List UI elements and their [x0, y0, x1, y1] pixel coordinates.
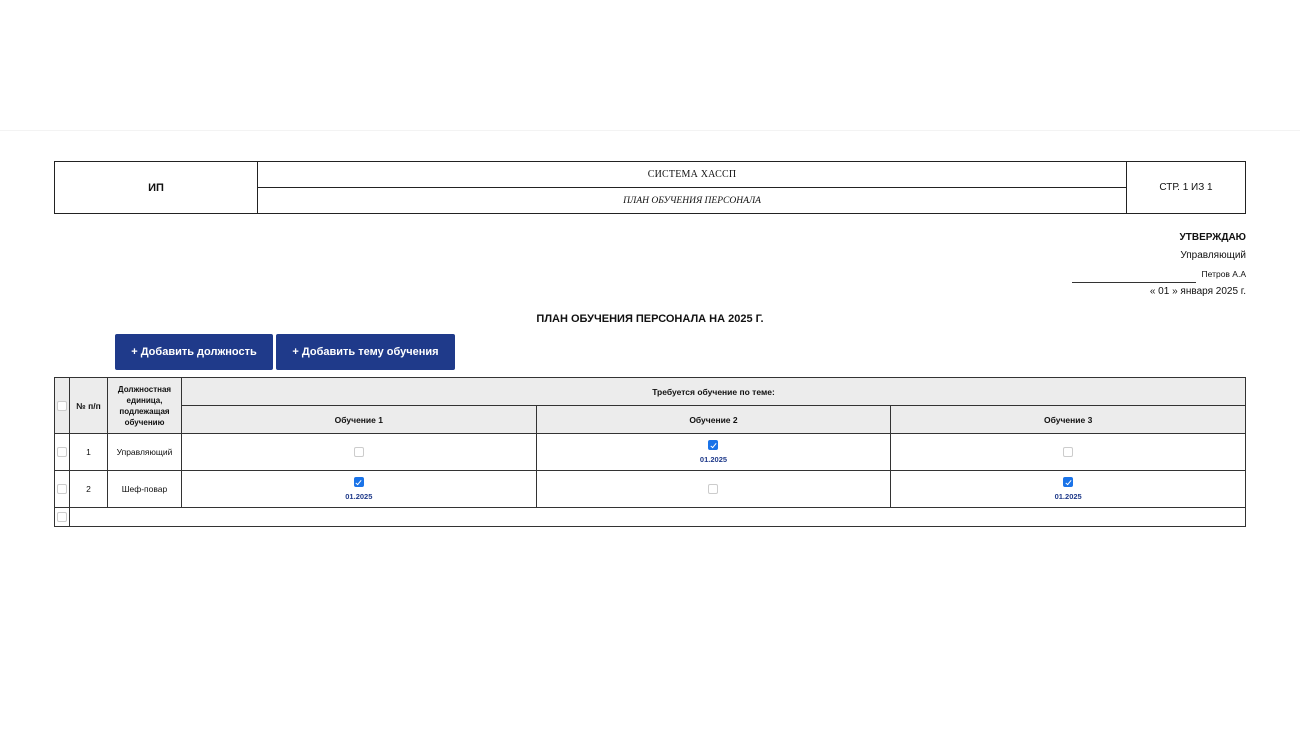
- training-cell: [891, 471, 1246, 508]
- column-header-topics-group: Требуется обучение по теме:: [182, 378, 1246, 406]
- row-select-checkbox[interactable]: [57, 512, 67, 522]
- row-number: 1: [70, 434, 108, 471]
- document-header: [54, 161, 1246, 214]
- training-plan-table: [54, 377, 1246, 527]
- plan-title: ПЛАН ОБУЧЕНИЯ ПЕРСОНАЛА НА 2025 Г.: [536, 313, 764, 325]
- add-position-button[interactable]: + Добавить должность: [115, 334, 273, 370]
- column-header-number: № п/п: [70, 378, 108, 434]
- training-checkbox[interactable]: [1063, 477, 1073, 487]
- training-date: 01.2025: [1054, 492, 1082, 501]
- select-all-checkbox[interactable]: [57, 401, 67, 411]
- table-row-empty: [55, 508, 1246, 527]
- training-cell: [182, 434, 537, 471]
- table-row: [55, 471, 1246, 508]
- select-all-cell: [55, 378, 70, 434]
- column-header-topic-1: Обучение 1: [182, 406, 537, 434]
- top-band: [0, 0, 1300, 131]
- approval-title: УТВЕРЖДАЮ: [1179, 232, 1246, 243]
- column-header-topic-3: Обучение 3: [891, 406, 1246, 434]
- row-select-checkbox[interactable]: [57, 447, 67, 457]
- approval-block: [1072, 229, 1246, 301]
- signer-name: Петров А.А: [1201, 269, 1246, 279]
- training-date: 01.2025: [699, 455, 728, 464]
- training-cell: [182, 471, 537, 508]
- row-select-cell: [55, 508, 70, 527]
- org-name: ИП: [55, 162, 258, 214]
- row-position: Шеф-повар: [108, 471, 182, 508]
- approval-date: « 01 » января 2025 г.: [1149, 286, 1246, 297]
- row-number: 2: [70, 471, 108, 508]
- signature-line: [1072, 272, 1196, 283]
- training-checkbox[interactable]: [708, 484, 718, 494]
- row-select-cell: [55, 434, 70, 471]
- signature-row: [1072, 265, 1246, 283]
- row-select-checkbox[interactable]: [57, 484, 67, 494]
- training-checkbox[interactable]: [1063, 447, 1073, 457]
- approval-role: Управляющий: [1180, 250, 1246, 261]
- column-header-position: Должностная единица, подлежащая обучению: [108, 378, 182, 434]
- page-indicator: СТР. 1 ИЗ 1: [1127, 162, 1246, 214]
- table-row: [55, 434, 1246, 471]
- training-cell: [536, 434, 891, 471]
- empty-row-cell: [70, 508, 1246, 527]
- system-name: СИСТЕМА ХАССП: [258, 162, 1127, 188]
- training-checkbox[interactable]: [708, 440, 718, 450]
- training-checkbox[interactable]: [354, 477, 364, 487]
- training-cell: [536, 471, 891, 508]
- row-select-cell: [55, 471, 70, 508]
- document-title: ПЛАН ОБУЧЕНИЯ ПЕРСОНАЛА: [258, 188, 1127, 214]
- training-cell: [891, 434, 1246, 471]
- training-checkbox[interactable]: [354, 447, 364, 457]
- column-header-topic-2: Обучение 2: [536, 406, 891, 434]
- add-topic-button[interactable]: + Добавить тему обучения: [276, 334, 455, 370]
- training-date: 01.2025: [345, 492, 373, 501]
- row-position: Управляющий: [108, 434, 182, 471]
